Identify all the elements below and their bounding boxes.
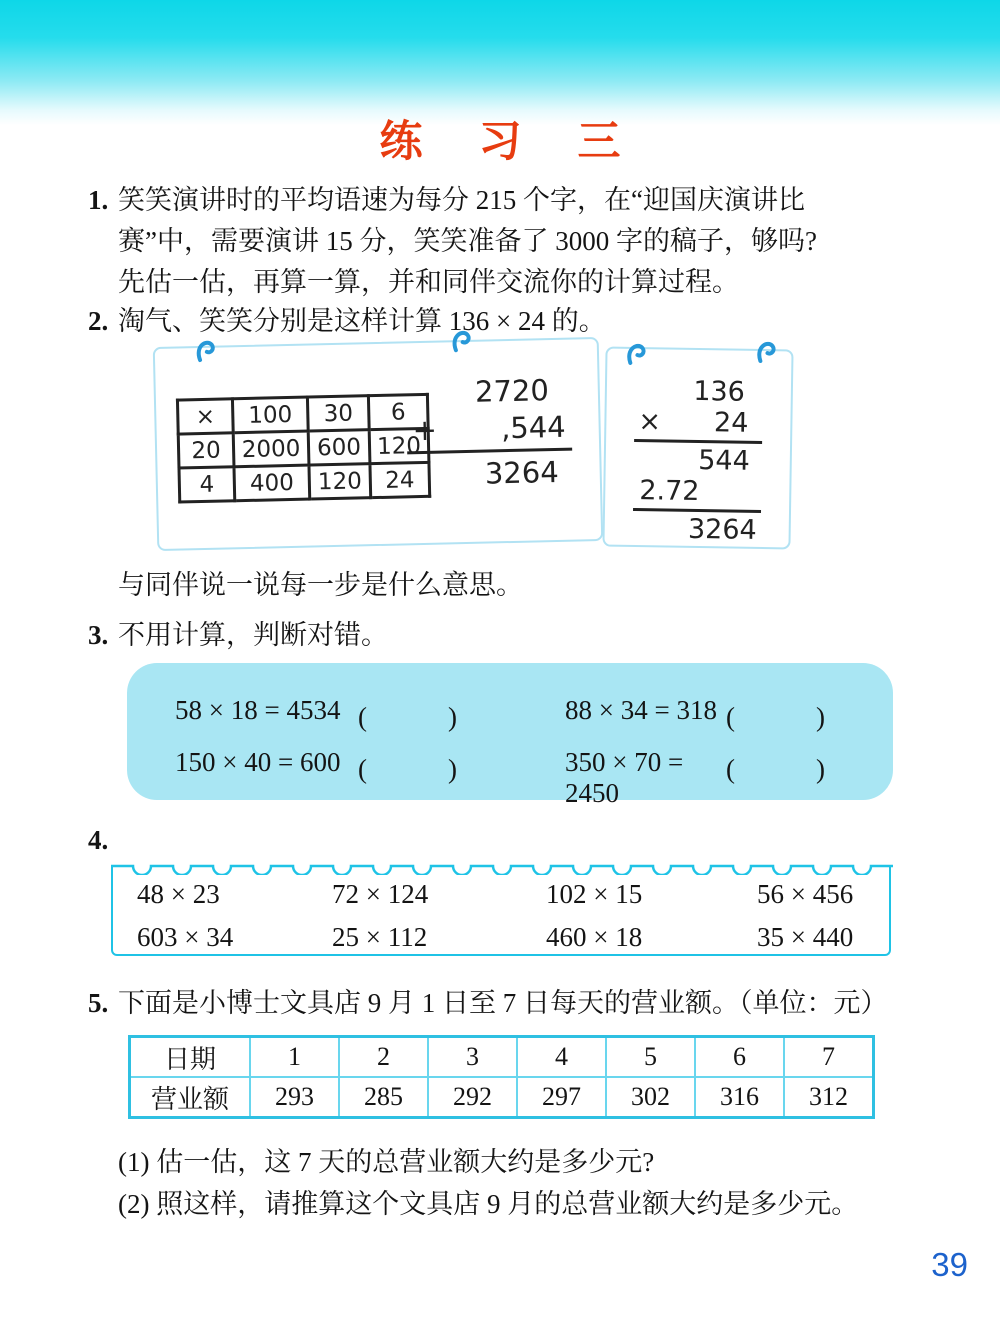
table-data-cell: 302	[607, 1078, 694, 1116]
problem-3-line: 3. 不用计算，判断对错。	[88, 615, 960, 656]
grid-cell: 4	[179, 467, 235, 502]
paren-blank: ( )	[358, 754, 457, 784]
problem-2	[88, 301, 960, 342]
multiplier: 24	[713, 407, 749, 439]
vertical-multiplication	[632, 375, 763, 546]
expression-item: 102 × 15	[546, 879, 643, 909]
problem-5-line: 5. 下面是小博士文具店 9 月 1 日至 7 日每天的营业额。（单位：元）	[88, 983, 960, 1024]
pin-icon	[625, 341, 647, 367]
grid-cell: 120	[369, 428, 429, 463]
addition-column	[405, 372, 573, 495]
table-data-cell: 316	[696, 1078, 783, 1116]
problem-5-number: 5.	[88, 988, 109, 1018]
expression-item: 56 × 456	[757, 879, 854, 909]
addition-row	[406, 409, 572, 455]
table-data-cell: 312	[785, 1078, 872, 1116]
table-data-cell: 297	[518, 1078, 605, 1116]
grid-cell: 2000	[233, 431, 309, 467]
sales-table	[128, 1035, 875, 1119]
addition-addend-2: ,544	[500, 409, 567, 446]
grid-cell: 100	[232, 397, 308, 433]
final-product: 3264	[687, 513, 757, 546]
grid-cell: 30	[307, 396, 369, 431]
top-gradient-band	[0, 0, 1000, 125]
table-data-cell: 293	[251, 1078, 338, 1116]
page-number: 39	[931, 1246, 968, 1283]
problem-4-number: 4.	[88, 825, 109, 855]
problem-5	[88, 983, 960, 1024]
equation-text: 350 × 70 = 2450	[565, 747, 684, 808]
grid-cell: ×	[177, 399, 233, 434]
addition-addend-1: 2720	[474, 373, 550, 409]
problem-3-number: 3.	[88, 620, 109, 650]
problem-3	[88, 615, 960, 656]
partial-product-2: 2.72	[633, 475, 762, 513]
paren-blank: ( )	[726, 754, 825, 784]
equation-text: 58 × 18 = 4534	[175, 695, 341, 725]
expression-item: 48 × 23	[137, 879, 220, 909]
equation-item	[517, 695, 893, 734]
page-title: 练 习 三	[379, 118, 643, 166]
practice-expressions-box	[111, 866, 891, 956]
equation-item	[127, 695, 517, 734]
problem-1	[88, 180, 960, 303]
sub-question-2: (2) 照这样，请推算这个文具店 9 月的总营业额大约是多少元。	[118, 1189, 859, 1219]
times-sign: ×	[638, 406, 662, 438]
equation-item	[127, 747, 517, 809]
table-header-cell: 5	[607, 1038, 694, 1076]
grid-cell: 24	[370, 462, 430, 497]
expression-item: 603 × 34	[137, 921, 234, 952]
table-header-cell: 1	[251, 1038, 338, 1076]
expression-item: 25 × 112	[332, 921, 428, 952]
paren-blank: ( )	[726, 702, 825, 732]
equation-text: 150 × 40 = 600	[175, 747, 341, 777]
expression-item: 35 × 440	[757, 921, 854, 952]
problem-2-number: 2.	[88, 306, 109, 336]
note-left-grid-method	[153, 337, 604, 551]
multiplier-row	[634, 406, 763, 444]
problem-2-line: 2. 淘气、笑笑分别是这样计算 136 × 24 的。	[88, 301, 960, 342]
table-data-cell: 285	[340, 1078, 427, 1116]
problem-1-line-1: 1. 笑笑演讲时的平均语速为每分 215 个字，在“迎国庆演讲比	[88, 180, 960, 221]
multiplicand: 136	[693, 375, 746, 408]
expression-item: 460 × 18	[546, 921, 643, 952]
problem-4	[88, 820, 960, 861]
problem-5-subquestions	[88, 1141, 960, 1225]
multiplication-grid	[176, 393, 431, 504]
plus-sign: +	[412, 412, 438, 448]
pin-icon	[755, 339, 777, 365]
partial-product-1: 544	[698, 445, 751, 477]
grid-cell: 600	[308, 430, 370, 465]
table-header-cell: 3	[429, 1038, 516, 1076]
problem-1-line-2: 赛”中，需要演讲 15 分，笑笑准备了 3000 字的稿子，够吗?	[118, 226, 817, 256]
sub-question-1: (1) 估一估，这 7 天的总营业额大约是多少元?	[118, 1147, 655, 1177]
note-right-vertical-method	[602, 347, 793, 550]
problem-1-number: 1.	[88, 185, 109, 215]
equation-text: 88 × 34 = 318	[565, 695, 717, 725]
problem-2-followup: 与同伴说一说每一步是什么意思。	[118, 570, 523, 600]
problem-1-line-3: 先估一估，再算一算，并和同伴交流你的计算过程。	[118, 267, 739, 297]
grid-cell: 6	[368, 394, 428, 429]
table-header-cell: 7	[785, 1038, 872, 1076]
grid-cell: 120	[309, 464, 371, 499]
table-header-cell: 6	[696, 1038, 783, 1076]
table-header-cell: 4	[518, 1038, 605, 1076]
table-data-cell: 292	[429, 1078, 516, 1116]
pin-icon	[195, 338, 218, 364]
table-data-cell: 营业额	[131, 1078, 249, 1116]
pin-icon	[450, 328, 473, 354]
expression-item: 72 × 124	[332, 879, 429, 909]
judge-equations-box	[127, 663, 893, 808]
table-header-cell: 2	[340, 1038, 427, 1076]
paren-blank: ( )	[358, 702, 457, 732]
addition-sum: 3264	[484, 454, 560, 491]
grid-cell: 20	[178, 433, 234, 468]
grid-cell: 400	[234, 465, 310, 501]
table-header-cell: 日期	[131, 1038, 249, 1076]
equation-item	[517, 747, 893, 809]
